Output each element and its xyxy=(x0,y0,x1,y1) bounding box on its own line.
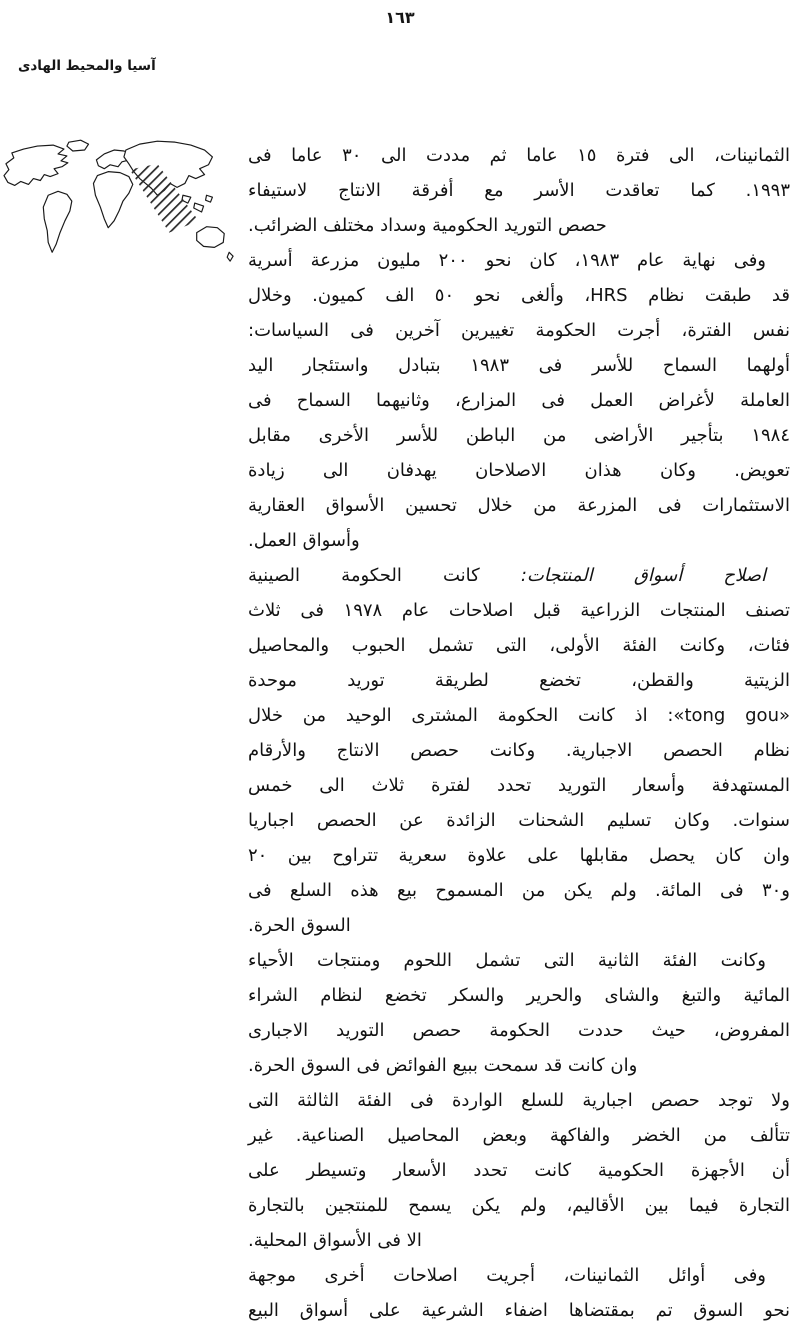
text-line: فئات، وكانت الفئة الأولى، التى تشمل الحبوب والمحاصيل xyxy=(248,635,790,656)
text-line: المائية والتبغ والشاى والحرير والسكر تخضع لنظام الشراء xyxy=(248,985,790,1006)
text-line: وان كان يحصل مقابلها على علاوة سعرية تتراوح بين ٢٠ xyxy=(248,845,790,866)
islands-southeast-asia xyxy=(206,195,213,202)
continent-australia xyxy=(197,227,225,248)
text-line: وأسواق العمل. xyxy=(248,530,360,551)
text-line: قد طبقت نظام HRS، وألغى نحو ٥٠ الف كميون. وخلال xyxy=(248,285,790,306)
islands-new-zealand xyxy=(227,252,233,261)
text-line: وفى نهاية عام ١٩٨٣، كان نحو ٢٠٠ مليون مزرعة أسرية xyxy=(248,250,766,271)
page-number: ١٦٣ xyxy=(385,8,415,27)
text-line: أن الأجهزة الحكومية كانت تحدد الأسعار وتسيطر على xyxy=(248,1160,790,1181)
continent-south-america xyxy=(43,191,72,252)
text-line: وكانت الفئة الثانية التى تشمل اللحوم ومنتجات الأحياء xyxy=(248,950,766,971)
text-line: المستهدفة وأسعار التوريد تحدد لفترة ثلاث الى خمس xyxy=(248,775,790,796)
continent-greenland xyxy=(67,140,89,151)
text-line: نفس الفترة، أجرت الحكومة تغييرين آخرين فى السياسات: xyxy=(248,320,790,341)
continent-africa xyxy=(93,172,132,228)
world-map-icon xyxy=(2,136,238,284)
text-line: تصنف المنتجات الزراعية قبل اصلاحات عام ١٩٧٨ فى ثلاث xyxy=(248,600,790,621)
text-line: العاملة لأغراض العمل فى المزارع، وثانيهما السماح فى xyxy=(248,390,790,411)
text-line: وفى أوائل الثمانينات، أجريت اصلاحات أخرى موجهة xyxy=(248,1265,766,1286)
body-text xyxy=(248,138,790,1328)
text-line: تعويض. وكان هذان الاصلاحان يهدفان الى زيادة xyxy=(248,460,790,481)
text-line: و٣٠ فى المائة. ولم يكن من المسموح بيع هذه السلع فى xyxy=(248,880,790,901)
continent-north-america xyxy=(4,145,68,185)
text-line: حصص التوريد الحكومية وسداد مختلف الضرائب. xyxy=(248,215,607,236)
world-map xyxy=(2,136,238,286)
text-line: الزيتية والقطن، تخضع لطريقة توريد موحدة xyxy=(248,670,790,691)
text-line: ١٩٨٤ بتأجير الأراضى من الباطن للأسر الأخرى مقابل xyxy=(248,425,790,446)
text-line: تتألف من الخضر والفاكهة وبعض المحاصيل الصناعية. غير xyxy=(248,1125,790,1146)
text-line: «tong gou»: اذ كانت الحكومة المشترى الوحيد من خلال xyxy=(248,705,790,726)
text-line xyxy=(248,558,790,593)
text-line: ١٩٩٣. كما تعاقدت الأسر مع أفرقة الانتاج لاستيفاء xyxy=(248,180,790,201)
text-line: ولا توجد حصص اجبارية للسلع الواردة فى الفئة الثالثة التى xyxy=(248,1090,790,1111)
text-line: المفروض، حيث حددت الحكومة حصص التوريد الاجبارى xyxy=(248,1020,790,1041)
text-line: وان كانت قد سمحت ببيع الفوائض فى السوق الحرة. xyxy=(248,1055,638,1076)
text-line: نظام الحصص الاجبارية. وكانت حصص الانتاج والأرقام xyxy=(248,740,790,761)
text-line: الاستثمارات فى المزرعة من خلال تحسين الأسواق العقارية xyxy=(248,495,790,516)
text-run: كانت الحكومة الصينية xyxy=(248,565,521,586)
text-line: الا فى الأسواق المحلية. xyxy=(248,1230,422,1251)
text-line: التجارة فيما بين الأقاليم، ولم يكن يسمح للمنتجين بالتجارة xyxy=(248,1195,790,1216)
text-line: سنوات. وكان تسليم الشحنات الزائدة عن الحصص اجباريا xyxy=(248,810,790,831)
section-heading: آسيا والمحيط الهادى xyxy=(18,58,156,74)
text-line: نحو السوق تم بمقتضاها اضفاء الشرعية على أسواق البيع xyxy=(248,1300,790,1321)
run-in-heading: اصلاح أسواق المنتجات: xyxy=(520,565,766,586)
text-line: السوق الحرة. xyxy=(248,915,351,936)
islands-southeast-asia xyxy=(194,203,204,212)
text-line: أولهما السماح للأسر فى ١٩٨٣ بتبادل واستئجار اليد xyxy=(248,355,790,376)
text-line: الثمانينات، الى فترة ١٥ عاما ثم مددت الى ٣٠ عاما فى xyxy=(248,145,790,166)
